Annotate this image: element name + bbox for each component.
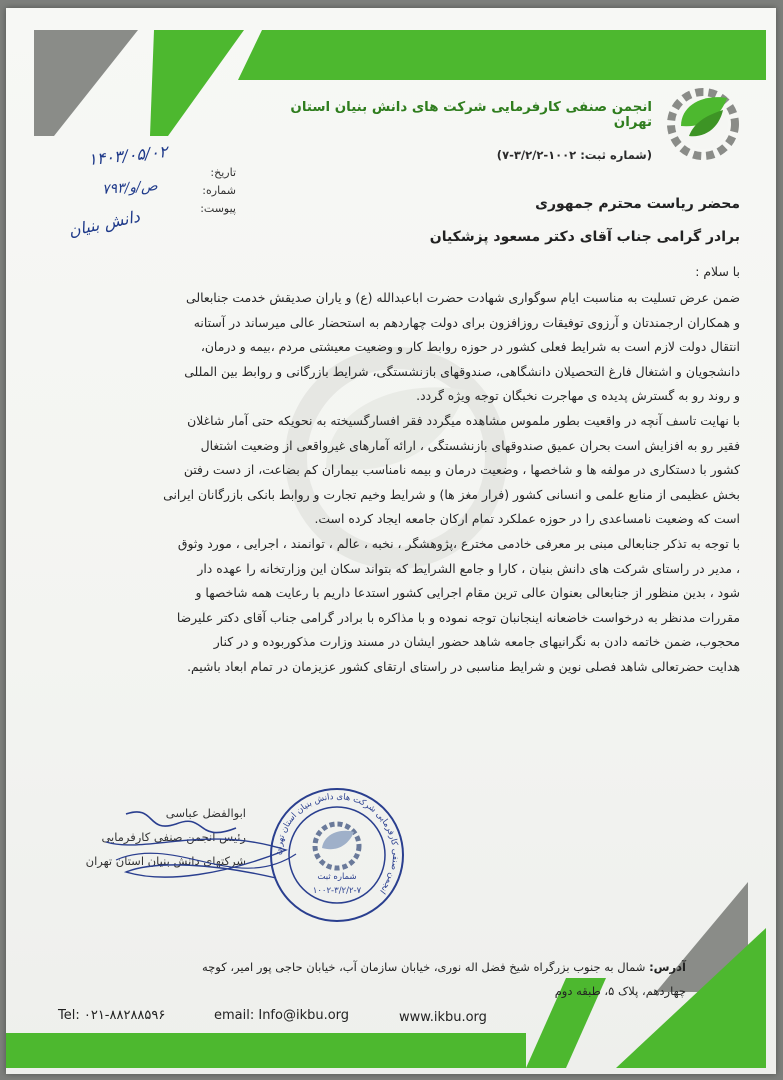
date-label: تاریخ: (210, 166, 236, 179)
body-line: ضمن عرض تسلیت به مناسبت ایام سوگواری شهادت حضرت اباعبدالله (ع) و یاران صدیقش خدمت جنابعالی (186, 290, 740, 305)
signature-title: رئیس انجمن صنفی کارفرمایی (101, 830, 246, 844)
body-line: است که وضعیت نامساعدی را در حوزه عملکرد تمام ارکان جامعه ایجاد کرده است. (314, 511, 740, 527)
signature-org: شرکتهای دانش بنیان استان تهران (85, 854, 246, 868)
body-line: دانشجویان و اشتغال فارغ التحصیلان دانشگاهی، صندوقهای بازنشستگی، شرایط بازرگانی و روابط بین المللی (184, 363, 740, 379)
stamp-label: شماره ثبت (317, 872, 357, 882)
body-line: ، مدیر در راستای شرکت های دانش بنیان ، کارا و جامع الشرایط که بتواند سکان این وزارتخانه را عهده دار (197, 560, 740, 576)
green-triangle (616, 928, 766, 1068)
letter-body (64, 286, 740, 680)
body-line: با نهایت تاسف آنچه در واقعیت بطور ملموس مشاهده میگردد فقر افسارگسیخته به نحویکه حتی آمار شاغلان (187, 412, 740, 428)
date-value: ۱۴۰۳/۰۵/۰۲ (87, 141, 169, 170)
green-band-left (150, 30, 244, 136)
body-line: هدایت حضرتعالی شاهد فصلی نوین و شرایط مناسبی در راستای ارتقای کشور عزیزمان در تمام ابعاد باشیم. (187, 658, 740, 674)
body-line: انتقال دولت لازم است به شرایط فعلی کشور در حوزه روابط کار و وضعیت معیشتی مردم ،بیمه و درمان، (200, 339, 740, 355)
address-line-1 (46, 960, 686, 974)
gear-leaf-logo-icon (661, 80, 745, 164)
registration-number: (شماره ثبت: ۱۰۰۲-۳/۲/۲-۷) (496, 148, 652, 162)
stamp-ring-text: انجمن صنفی کارفرمایی شرکت های دانش بنیان استان تهران (273, 791, 401, 896)
body-line: محجوب، ضمن خاتمه دادن به نگرانیهای جامعه شاهد حضور ایشان در مسند وزارت مذکوربوده و در کنار (213, 634, 740, 650)
organization-name: انجمن صنفی کارفرمایی شرکت های دانش بنیان استان تهران (290, 100, 652, 130)
footer-email[interactable]: email: Info@ikbu.org (214, 1008, 350, 1023)
body-line: شود ، بدین منظور از جنابعالی بعنوان عالی ترین مقام اجرایی کشور استدعا داریم با رعایت همه شاخصها و (195, 585, 740, 601)
recipient-line-2: برادر گرامی جناب آقای دکتر مسعود پزشکیان (429, 229, 740, 245)
green-band-top (238, 30, 766, 80)
recipient-line-1: محضر ریاست محترم جمهوری (535, 196, 740, 212)
body-line: و روند رو به گسترش پدیده ی مهاجرت نخبگان توجه ویژه گردد. (416, 388, 740, 404)
body-line: مقررات مدنظر به درخواست خاضعانه اینجانبان توجه نموده و با مذاکره با برادر گرامی جناب آقای دکتر علیرضا (176, 609, 740, 625)
address-line-2: چهاردهم، پلاک ۵، طبقه دوم (554, 984, 686, 998)
letter-page (6, 8, 776, 1074)
footer-website[interactable]: www.ikbu.org (399, 1010, 487, 1025)
body-line: بخش عظیمی از منابع علمی و انسانی کشور (فرار مغز ها) و شرایط وخیم تجارت و روابط بانکی بازرگانان ایرانی (163, 486, 740, 502)
address-label: آدرس: (649, 960, 686, 974)
footer-tel: Tel: ۰۲۱-۸۸۲۸۸۵۹۶ (58, 1008, 166, 1023)
stamp-number: ۱۰۰۲-۳/۲/۲-۷ (312, 886, 362, 896)
body-line: کشور با دستکاری در مولفه ها و شاخصها ، وضعیت درمان و بیمه نامناسب بیماران کم بضاعت، از دست رفتن (183, 462, 740, 478)
body-line: با توجه به تذکر جنابعالی مبنی بر معرفی خادمی مخترع ،پژوهشگر ، نخبه ، عالم ، توانمند ، اجرایی ، مورد وثوق (177, 535, 740, 551)
attachment-value: دانش بنیان (66, 206, 142, 241)
body-line: فقیر رو به افزایش است بحران عمیق صندوقهای بازنشستگی ، ارائه آمارهای غیرواقعی از وضعیت اشتغال (200, 437, 740, 453)
body-line: و همکاران ارجمندتان و آرزوی توفیقات روزافزون برای دولت چهاردهم به استحضار عالی میرساند در آستانه (193, 314, 740, 330)
number-label: شماره: (202, 184, 236, 197)
green-bottom-band (6, 1033, 526, 1068)
greeting: با سلام : (695, 264, 740, 279)
address-text: شمال به جنوب بزرگراه شیخ فضل اله نوری، خیابان سازمان آب، خیابان حاجی پور امیر، کوچه (202, 960, 646, 974)
gray-band (34, 30, 138, 136)
number-value: ۷۹۳/ص/و (101, 178, 159, 198)
signature-name: ابوالفضل عباسی (165, 806, 246, 820)
attachment-label: پیوست: (200, 202, 236, 215)
